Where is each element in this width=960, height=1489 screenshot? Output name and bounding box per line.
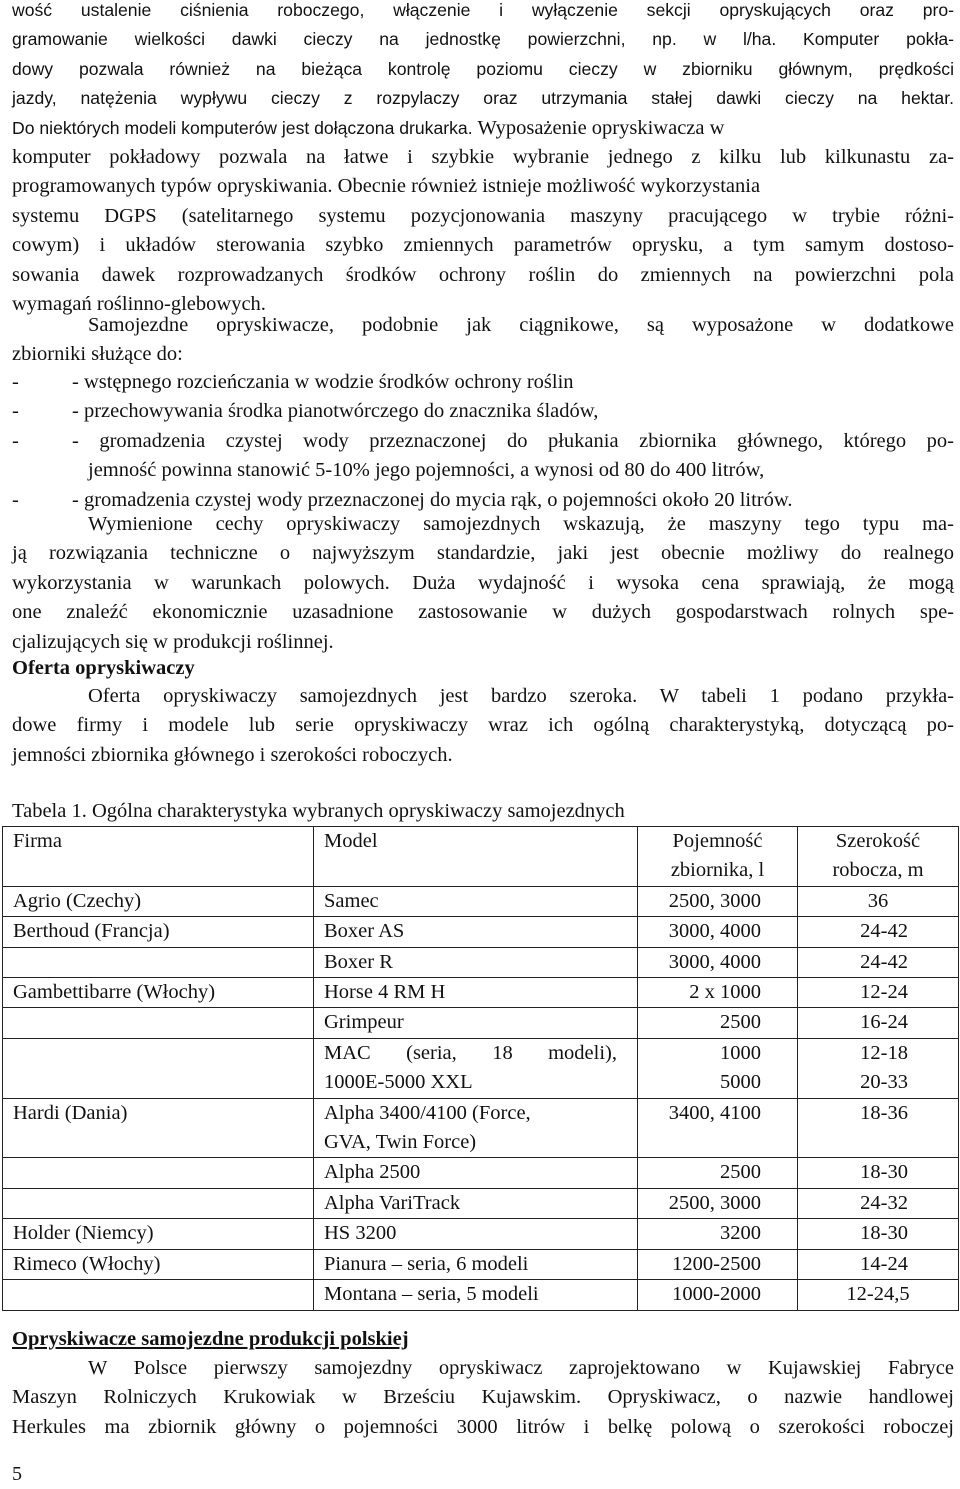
header-width — [798, 827, 959, 887]
list-item — [12, 427, 954, 456]
tank-list — [12, 368, 954, 515]
list-item — [12, 397, 954, 426]
heading-text: Opryskiwacze samojezdne produkcji polskiej — [12, 1328, 409, 1350]
cell-width: 36 — [798, 886, 959, 916]
cell-firm — [3, 1038, 314, 1098]
cell-capacity: 2500 — [638, 1158, 798, 1188]
cell-capacity: 2500, 3000 — [638, 886, 798, 916]
cell-line: GVA, Twin Force) — [324, 1131, 477, 1154]
paragraph-offer — [12, 682, 954, 770]
cell-width: 18-30 — [798, 1158, 959, 1188]
cell-firm — [3, 1008, 314, 1038]
text-line: gramowanie wielkości dawki cieczy na jednostkę powierzchni, np. w l/ha. Komputer pokła- — [12, 29, 954, 50]
cell-model — [314, 1038, 638, 1098]
paragraph-equipment — [12, 143, 954, 319]
text-span: programowanych typów opryskiwania. — [12, 175, 333, 198]
cell-capacity: 2500 — [638, 1008, 798, 1038]
section-heading-offer — [12, 654, 954, 683]
text-line: systemu DGPS (satelitarnego systemu pozycjonowania maszyny pracującego w trybie różni- — [12, 204, 954, 227]
text-span: Do niektórych modeli komputerów jest dołączona drukarka. — [12, 117, 473, 138]
paragraph-tanks — [12, 311, 954, 370]
cell-firm — [3, 947, 314, 977]
cell-capacity — [638, 1038, 798, 1098]
text-line: Herkules ma zbiornik główny o pojemności 3000 litrów i belkę polową o szerokości roboczej — [12, 1415, 954, 1438]
cell-firm — [3, 1158, 314, 1188]
cell-line: MAC (seria, 18 modeli), — [324, 1041, 617, 1064]
cell-width — [798, 1038, 959, 1098]
text-line: W Polsce pierwszy samojezdny opryskiwacz zaprojektowano w Kujawskiej Fabryce — [88, 1357, 954, 1379]
cell-firm: Gambettibarre (Włochy) — [3, 978, 314, 1008]
text-line — [12, 172, 954, 201]
table-row — [3, 886, 959, 916]
table-row — [3, 1008, 959, 1038]
cell-line: 20-33 — [860, 1071, 908, 1094]
table-row — [3, 947, 959, 977]
list-item-text: - wstępnego rozcieńczania w wodzie środków ochrony roślin — [72, 371, 574, 393]
cell-firm: Holder (Niemcy) — [3, 1219, 314, 1249]
cell-model: Alpha 2500 — [314, 1158, 638, 1188]
header-model: Model — [314, 827, 638, 887]
cell-capacity: 2500, 3000 — [638, 1188, 798, 1218]
text-span: Obecnie również istnieje możliwość wykorzystania — [337, 175, 761, 198]
text-line: dowe firmy i modele lub serie opryskiwaczy wraz ich ogólną charakterystyką, dotyczącą po- — [12, 714, 954, 737]
table-row — [3, 1038, 959, 1098]
paragraph-features — [12, 510, 954, 657]
text-line: wość ustalenie ciśnienia roboczego, włączenie i wyłączenie sekcji opryskujących oraz pro- — [12, 0, 954, 20]
cell-model: Grimpeur — [314, 1008, 638, 1038]
table-row — [3, 978, 959, 1008]
cell-model: Montana – seria, 5 modeli — [314, 1280, 638, 1310]
cell-width: 12-24,5 — [798, 1280, 959, 1310]
table-row — [3, 1098, 959, 1158]
text-line: dowy pozwala również na bieżąca kontrolę poziomu cieczy w zbiorniku głównym, prędkości — [12, 58, 954, 79]
header-capacity — [638, 827, 798, 887]
cell-width: 24-42 — [798, 947, 959, 977]
text-line: Samojezdne opryskiwacze, podobnie jak ciągnikowe, są wyposażone w dodatkowe — [88, 314, 954, 336]
cell-capacity: 3000, 4000 — [638, 947, 798, 977]
paragraph-polish — [12, 1354, 954, 1442]
text-span: Wyposażenie opryskiwacza w — [477, 116, 725, 139]
text-line: Maszyn Rolniczych Krukowiak w Brześciu Kujawskim. Opryskiwacz, o nazwie handlowej — [12, 1386, 954, 1409]
cell-capacity: 3000, 4000 — [638, 917, 798, 947]
list-item-text: - przechowywania środka pianotwórczego do znacznika śladów, — [72, 400, 599, 423]
cell-capacity: 3400, 4100 — [638, 1098, 798, 1158]
text-line — [12, 114, 954, 143]
table-row — [3, 1158, 959, 1188]
cell-model: HS 3200 — [314, 1219, 638, 1249]
cell-capacity: 2 x 1000 — [638, 978, 798, 1008]
table-row — [3, 1280, 959, 1310]
cell-width: 18-36 — [798, 1098, 959, 1158]
text-line: Oferta opryskiwaczy samojezdnych jest bardzo szeroka. W tabeli 1 podano przykła- — [88, 685, 954, 707]
header-line: Szerokość — [835, 830, 921, 852]
cell-line: Alpha 3400/4100 (Force, — [324, 1101, 531, 1124]
cell-firm: Hardi (Dania) — [3, 1098, 314, 1158]
cell-firm: Rimeco (Włochy) — [3, 1249, 314, 1279]
section-heading-polish — [12, 1325, 954, 1354]
cell-width: 14-24 — [798, 1249, 959, 1279]
cell-firm: Berthoud (Francja) — [3, 917, 314, 947]
text-line: ją rozwiązania techniczne o najwyższym standardzie, jaki jest obecnie możliwy do realnego — [12, 542, 954, 565]
table-row — [3, 1249, 959, 1279]
caption-text: Tabela 1. Ogólna charakterystyka wybranych opryskiwaczy samojezdnych — [12, 800, 625, 822]
list-dash: - — [12, 371, 19, 393]
cell-model: Pianura – seria, 6 modeli — [314, 1249, 638, 1279]
cell-model: Alpha VariTrack — [314, 1188, 638, 1218]
cell-width: 16-24 — [798, 1008, 959, 1038]
cell-width: 24-42 — [798, 917, 959, 947]
cell-model — [314, 1098, 638, 1158]
list-item-continuation: jemność powinna stanowić 5-10% jego pojemności, a wynosi od 80 do 400 litrów, — [88, 459, 765, 482]
page-number: 5 — [12, 1463, 22, 1485]
cell-model: Boxer AS — [314, 917, 638, 947]
table-header-row — [3, 827, 959, 887]
text-line: cjalizujących się w produkcji roślinnej. — [12, 630, 334, 653]
list-item-text: - gromadzenia czystej wody przeznaczonej do płukania zbiornika głównego, którego po- — [72, 429, 954, 452]
cell-capacity: 1000-2000 — [638, 1280, 798, 1310]
table-caption — [12, 797, 954, 826]
cell-model: Samec — [314, 886, 638, 916]
list-dash: - — [12, 429, 19, 452]
cell-line: 5000 — [720, 1071, 761, 1094]
cell-firm: Agrio (Czechy) — [3, 886, 314, 916]
heading-text: Oferta opryskiwaczy — [12, 657, 195, 679]
cell-firm — [3, 1188, 314, 1218]
cell-model: Boxer R — [314, 947, 638, 977]
list-item-text: - gromadzenia czystej wody przeznaczonej do mycia rąk, o pojemności około 20 litrów. — [72, 488, 793, 511]
cell-width: 24-32 — [798, 1188, 959, 1218]
header-line: zbiornika, l — [670, 859, 765, 882]
text-line: wykorzystania w warunkach polowych. Duża wydajność i wysoka cena sprawiają, że mogą — [12, 571, 954, 594]
text-line: zbiorniki służące do: — [12, 343, 183, 366]
cell-line: 12-18 — [860, 1041, 908, 1064]
header-line: Pojemność — [672, 830, 763, 852]
text-line: jemności zbiornika głównego i szerokości roboczych. — [12, 743, 453, 766]
cell-model: Horse 4 RM H — [314, 978, 638, 1008]
text-line: komputer pokładowy pozwala na łatwe i szybkie wybranie jednego z kilku lub kilkunastu za- — [12, 146, 954, 168]
cell-width: 18-30 — [798, 1219, 959, 1249]
text-line: cowym) i układów sterowania szybko zmiennych parametrów oprysku, a tym samym dostoso- — [12, 234, 954, 257]
cell-firm — [3, 1280, 314, 1310]
cell-line: 1000 — [720, 1041, 761, 1064]
text-line: Wymienione cechy opryskiwaczy samojezdnych wskazują, że maszyny tego typu ma- — [88, 513, 954, 535]
list-item — [12, 368, 954, 397]
paragraph-computer — [12, 0, 954, 143]
list-dash: - — [12, 488, 19, 511]
table-row — [3, 1219, 959, 1249]
table-row — [3, 1188, 959, 1218]
cell-capacity: 3200 — [638, 1219, 798, 1249]
cell-line: 1000E-5000 XXL — [324, 1071, 473, 1094]
list-dash: - — [12, 400, 19, 423]
cell-capacity: 1200-2500 — [638, 1249, 798, 1279]
header-firm: Firma — [3, 827, 314, 887]
cell-width: 12-24 — [798, 978, 959, 1008]
text-line: one znaleźć ekonomicznie uzasadnione zastosowanie w dużych gospodarstwach rolnych spe- — [12, 601, 954, 624]
sprayer-table — [2, 826, 959, 1311]
text-line: wymagań roślinno-glebowych. — [12, 292, 266, 315]
text-line: jazdy, natężenia wypływu cieczy z rozpylaczy oraz utrzymania stałej dawki cieczy na hektar. — [12, 88, 954, 109]
header-line: robocza, m — [832, 859, 924, 882]
text-line: sowania dawek rozprowadzanych środków ochrony roślin do zmiennych na powierzchni pola — [12, 263, 954, 286]
table-row — [3, 917, 959, 947]
